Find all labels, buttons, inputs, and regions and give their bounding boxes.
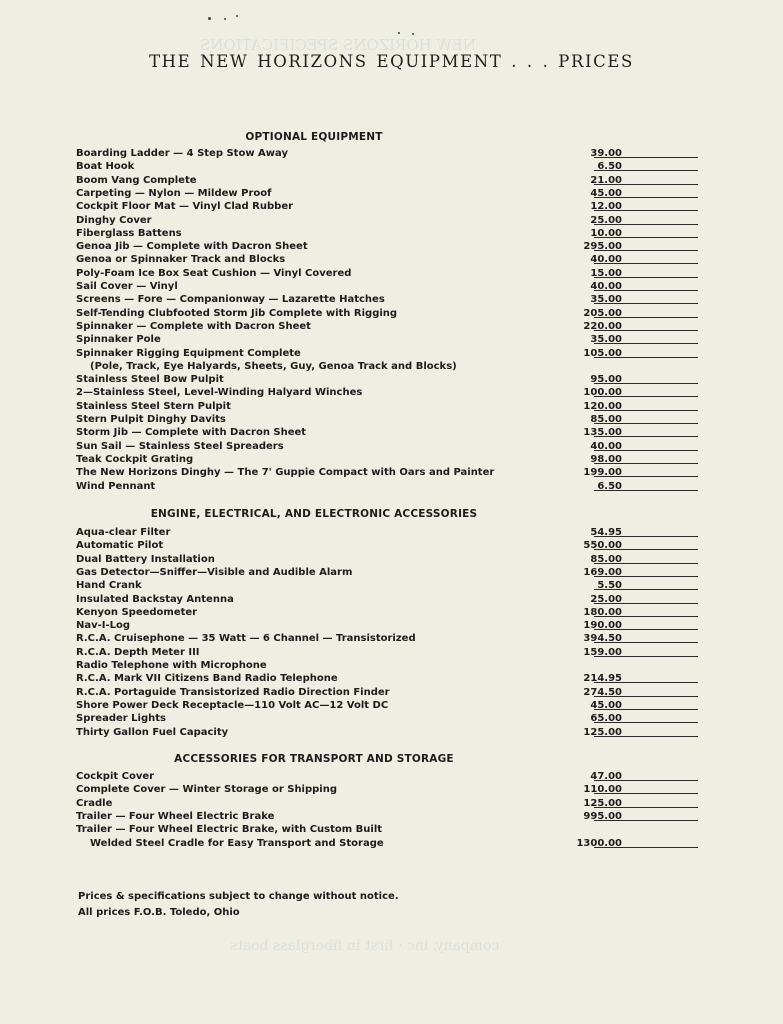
item-name: R.C.A. Mark VII Citizens Band Radio Telephone: [76, 673, 338, 685]
price-row: [76, 480, 701, 493]
item-name: Welded Steel Cradle for Easy Transport and Storage: [90, 837, 384, 849]
item-price: 205.00: [583, 307, 622, 319]
order-blank-line[interactable]: [594, 263, 698, 264]
price-row: [76, 453, 701, 466]
item-name: R.C.A. Cruisephone — 35 Watt — 6 Channel — Transistorized: [76, 633, 416, 645]
price-row: [76, 386, 701, 399]
item-price: 199.00: [583, 467, 622, 479]
item-price: 295.00: [583, 241, 622, 253]
item-price: 40.00: [590, 254, 622, 266]
price-row: [76, 280, 701, 293]
order-blank-line[interactable]: [594, 396, 698, 397]
price-row: [76, 566, 701, 579]
order-blank-line[interactable]: [594, 616, 698, 617]
item-price: 45.00: [590, 187, 622, 199]
item-price: 98.00: [590, 453, 622, 465]
item-name: Fiberglass Battens: [76, 227, 182, 239]
item-name: Boat Hook: [76, 161, 135, 173]
price-row: [76, 466, 701, 479]
item-name: Gas Detector—Sniffer—Visible and Audible Alarm: [76, 566, 353, 578]
section-heading-engine-electrical: ENGINE, ELECTRICAL, AND ELECTRONIC ACCESSORIES: [150, 508, 478, 520]
item-name: Automatic Pilot: [76, 540, 164, 552]
order-blank-line[interactable]: [594, 277, 698, 278]
item-price: 995.00: [583, 810, 622, 822]
order-blank-line[interactable]: [594, 450, 698, 451]
show-through-text: company, inc · first in fiberglass boats: [230, 938, 500, 954]
price-row: [76, 267, 701, 280]
order-blank-line[interactable]: [594, 603, 698, 604]
item-name: Dinghy Cover: [76, 214, 152, 226]
price-row: [76, 526, 701, 539]
item-price: 105.00: [583, 347, 622, 359]
order-blank-line[interactable]: [594, 436, 698, 437]
price-row: [76, 712, 701, 725]
item-price: 6.50: [597, 161, 622, 173]
item-name: R.C.A. Portaguide Transistorized Radio Direction Finder: [76, 686, 390, 698]
price-row: [76, 686, 701, 699]
item-price: 12.00: [590, 201, 622, 213]
item-name: Storm Jib — Complete with Dacron Sheet: [76, 427, 307, 439]
order-blank-line[interactable]: [594, 563, 698, 564]
item-name: Nav-I-Log: [76, 620, 131, 632]
order-blank-line[interactable]: [594, 736, 698, 737]
item-price: 21.00: [590, 174, 622, 186]
order-blank-line[interactable]: [594, 343, 698, 344]
price-row: [76, 413, 701, 426]
item-name: Wind Pennant: [76, 480, 156, 492]
item-price: 1300.00: [576, 837, 622, 849]
order-blank-line[interactable]: [594, 330, 698, 331]
order-blank-line[interactable]: [594, 476, 698, 477]
order-blank-line[interactable]: [594, 793, 698, 794]
item-name: Insulated Backstay Antenna: [76, 593, 234, 605]
item-name: Stainless Steel Bow Pulpit: [76, 374, 224, 386]
price-row: [76, 672, 701, 685]
item-price: 85.00: [590, 553, 622, 565]
price-row: [76, 200, 701, 213]
price-row: [76, 810, 701, 823]
price-row: [76, 333, 701, 346]
item-price: 15.00: [590, 267, 622, 279]
price-row: [76, 227, 701, 240]
item-name: (Pole, Track, Eye Halyards, Sheets, Guy, Genoa Track and Blocks): [90, 360, 457, 372]
item-price: 25.00: [590, 593, 622, 605]
item-name: Thirty Gallon Fuel Capacity: [76, 726, 229, 738]
order-blank-line[interactable]: [594, 642, 698, 643]
price-row: [76, 320, 701, 333]
item-name: Stainless Steel Stern Pulpit: [76, 400, 231, 412]
item-name: Cockpit Floor Mat — Vinyl Clad Rubber: [76, 201, 294, 213]
order-blank-line[interactable]: [594, 490, 698, 491]
fob-note: All prices F.O.B. Toledo, Ohio: [78, 907, 240, 918]
item-name: Spinnaker — Complete with Dacron Sheet: [76, 320, 311, 332]
item-price: 220.00: [583, 320, 622, 332]
item-name: The New Horizons Dinghy — The 7' Guppie Compact with Oars and Painter: [76, 467, 495, 479]
price-row: [76, 553, 701, 566]
price-change-note: Prices & specifications subject to change without notice.: [78, 891, 399, 902]
order-blank-line[interactable]: [594, 820, 698, 821]
order-blank-line[interactable]: [594, 237, 698, 238]
price-row: [76, 160, 701, 173]
speck: [398, 32, 400, 34]
order-blank-line[interactable]: [594, 629, 698, 630]
item-price: 95.00: [590, 374, 622, 386]
price-row: [76, 147, 701, 160]
order-blank-line[interactable]: [594, 722, 698, 723]
item-name: Cradle: [76, 797, 113, 809]
item-name: Sun Sail — Stainless Steel Spreaders: [76, 440, 284, 452]
order-blank-line[interactable]: [594, 807, 698, 808]
item-price: 135.00: [583, 427, 622, 439]
price-row: [76, 837, 701, 850]
item-name: Hand Crank: [76, 580, 142, 592]
order-blank-line[interactable]: [594, 383, 698, 384]
item-price: 125.00: [583, 726, 622, 738]
speck: [236, 15, 238, 17]
item-price: 25.00: [590, 214, 622, 226]
price-row: [76, 770, 701, 783]
section-heading-transport-storage: ACCESSORIES FOR TRANSPORT AND STORAGE: [174, 753, 454, 765]
item-name: Aqua-clear Filter: [76, 527, 171, 538]
item-price: 85.00: [590, 414, 622, 425]
item-price: 159.00: [583, 646, 622, 658]
order-blank-line[interactable]: [594, 303, 698, 304]
order-blank-line[interactable]: [594, 210, 698, 211]
order-blank-line[interactable]: [594, 170, 698, 171]
order-blank-line[interactable]: [594, 576, 698, 577]
item-price: 65.00: [590, 713, 622, 725]
price-row: [76, 174, 701, 187]
price-row: [76, 646, 701, 659]
item-price: 110.00: [583, 784, 622, 796]
item-price: 40.00: [590, 281, 622, 292]
order-blank-line[interactable]: [594, 463, 698, 464]
item-name: Genoa Jib — Complete with Dacron Sheet: [76, 241, 308, 253]
order-blank-line[interactable]: [594, 317, 698, 318]
price-row: [76, 214, 701, 227]
item-name: Trailer — Four Wheel Electric Brake: [76, 810, 275, 822]
item-price: 180.00: [583, 606, 622, 618]
price-row: [76, 699, 701, 712]
order-blank-line[interactable]: [594, 290, 698, 291]
item-name: Boom Vang Complete: [76, 174, 197, 186]
price-row: [76, 253, 701, 266]
speck: [208, 17, 211, 20]
item-name: Trailer — Four Wheel Electric Brake, with Custom Built: [76, 824, 383, 836]
order-blank-line[interactable]: [594, 184, 698, 185]
item-price: 35.00: [590, 334, 622, 346]
item-price: 550.00: [583, 540, 622, 552]
price-row: [76, 440, 701, 453]
price-row: [76, 593, 701, 606]
price-row: [76, 539, 701, 552]
price-row: [76, 426, 701, 439]
item-price: 120.00: [583, 400, 622, 412]
item-price: 100.00: [583, 387, 622, 399]
price-row: [76, 606, 701, 619]
price-row: [76, 632, 701, 645]
item-name: 2—Stainless Steel, Level-Winding Halyard Winches: [76, 387, 363, 399]
order-blank-line[interactable]: [594, 682, 698, 683]
price-row: [76, 726, 701, 739]
item-price: 190.00: [583, 620, 622, 632]
item-price: 5.50: [597, 580, 622, 592]
order-blank-line[interactable]: [594, 423, 698, 424]
order-blank-line[interactable]: [594, 157, 698, 158]
item-name: Poly-Foam Ice Box Seat Cushion — Vinyl Covered: [76, 267, 352, 279]
item-price: 169.00: [583, 566, 622, 578]
order-blank-line[interactable]: [594, 696, 698, 697]
item-name: Shore Power Deck Receptacle—110 Volt AC—12 Volt DC: [76, 699, 389, 711]
item-price: 40.00: [590, 440, 622, 452]
item-name: Complete Cover — Winter Storage or Shipping: [76, 784, 338, 796]
price-row: [76, 783, 701, 796]
item-price: 54.95: [590, 527, 622, 538]
order-blank-line[interactable]: [594, 589, 698, 590]
item-name: Spreader Lights: [76, 713, 166, 725]
price-row: [76, 293, 701, 306]
item-name: Teak Cockpit Grating: [76, 453, 194, 465]
item-name: Genoa or Spinnaker Track and Blocks: [76, 254, 286, 266]
section-heading-optional-equipment: OPTIONAL EQUIPMENT: [245, 131, 383, 143]
item-price: 10.00: [590, 227, 622, 239]
item-price: 47.00: [590, 771, 622, 782]
price-row: [76, 579, 701, 592]
price-row: [76, 373, 701, 386]
price-row: [76, 360, 701, 373]
item-name: Spinnaker Pole: [76, 334, 161, 346]
item-price: 35.00: [590, 294, 622, 306]
order-blank-line[interactable]: [594, 656, 698, 657]
order-blank-line[interactable]: [594, 410, 698, 411]
order-blank-line[interactable]: [594, 709, 698, 710]
price-row: [76, 347, 701, 360]
price-row: [76, 240, 701, 253]
price-row: [76, 823, 701, 836]
order-blank-line[interactable]: [594, 549, 698, 550]
item-name: Spinnaker Rigging Equipment Complete: [76, 347, 301, 359]
item-name: Screens — Fore — Companionway — Lazarette Hatches: [76, 294, 385, 306]
order-blank-line[interactable]: [594, 250, 698, 251]
price-row: [76, 187, 701, 200]
order-blank-line[interactable]: [594, 780, 698, 781]
order-blank-line[interactable]: [594, 357, 698, 358]
item-price: 274.50: [583, 686, 622, 698]
price-row: [76, 400, 701, 413]
show-through-text: NEW HORIZONS SPECIFICATIONS: [200, 36, 476, 54]
item-name: Stern Pulpit Dinghy Davits: [76, 414, 226, 425]
item-price: 6.50: [597, 480, 622, 492]
page-title: THE NEW HORIZONS EQUIPMENT . . . PRICES: [149, 52, 634, 71]
item-name: R.C.A. Depth Meter III: [76, 646, 200, 658]
price-row: [76, 307, 701, 320]
order-blank-line[interactable]: [594, 224, 698, 225]
item-name: Boarding Ladder — 4 Step Stow Away: [76, 148, 288, 159]
item-name: Sail Cover — Vinyl: [76, 281, 178, 292]
item-name: Cockpit Cover: [76, 771, 155, 782]
speck: [224, 18, 226, 20]
order-blank-line[interactable]: [594, 847, 698, 848]
item-price: 125.00: [583, 797, 622, 809]
item-name: Dual Battery Installation: [76, 553, 215, 565]
item-price: 39.00: [590, 148, 622, 159]
item-price: 394.50: [583, 633, 622, 645]
price-row: [76, 659, 701, 672]
price-row: [76, 619, 701, 632]
order-blank-line[interactable]: [594, 197, 698, 198]
item-price: 45.00: [590, 699, 622, 711]
item-name: Self-Tending Clubfooted Storm Jib Complete with Rigging: [76, 307, 398, 319]
item-name: Radio Telephone with Microphone: [76, 660, 267, 671]
speck: [412, 33, 414, 35]
price-row: [76, 797, 701, 810]
order-blank-line[interactable]: [594, 536, 698, 537]
item-price: 214.95: [583, 673, 622, 685]
item-name: Kenyon Speedometer: [76, 606, 198, 618]
item-name: Carpeting — Nylon — Mildew Proof: [76, 187, 272, 199]
